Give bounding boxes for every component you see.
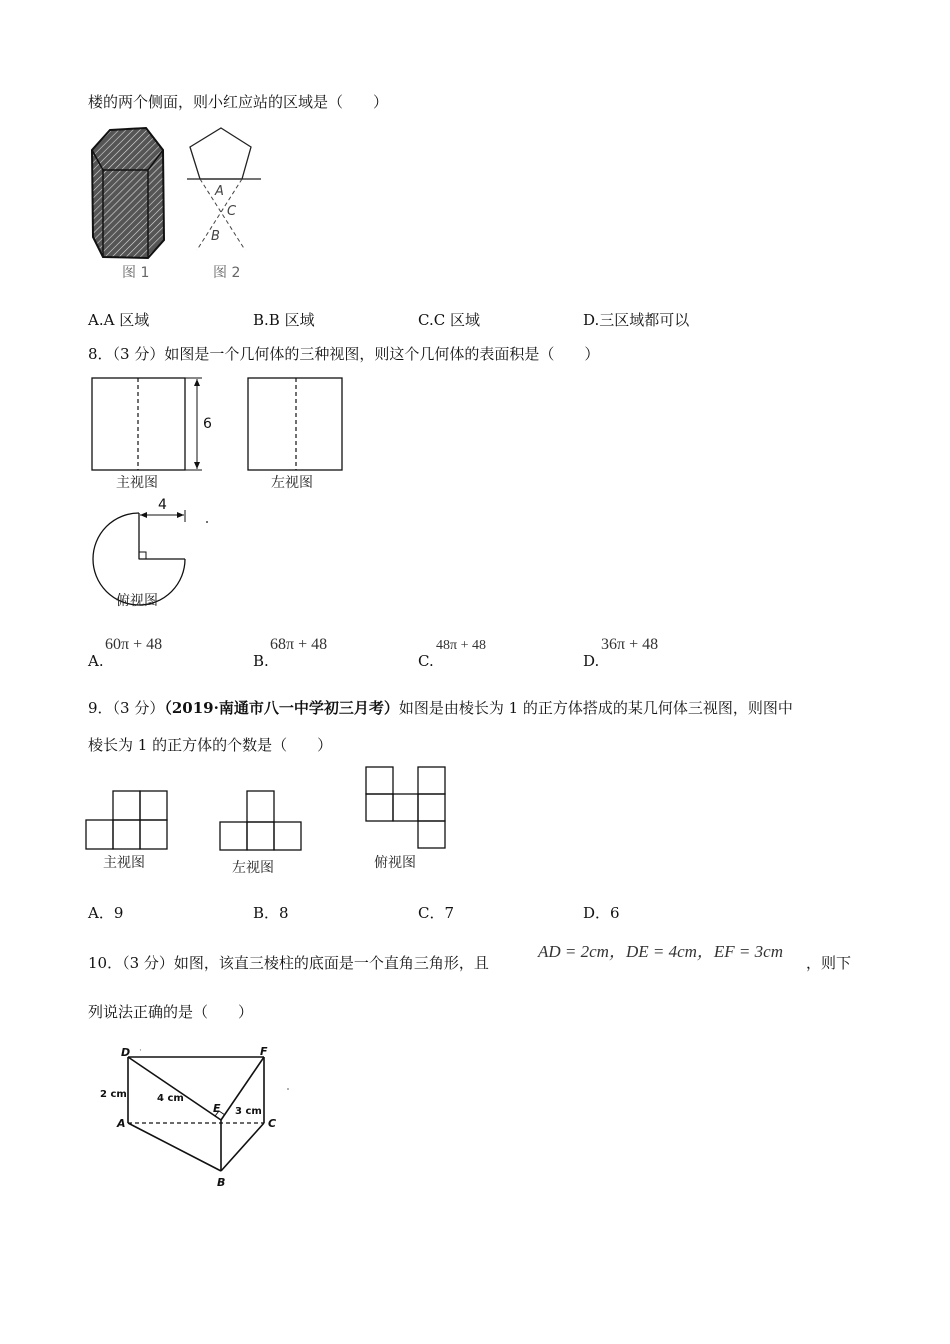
q9-left-label: 左视图 xyxy=(232,860,274,876)
q7-figure-1 xyxy=(88,125,178,285)
q10-formula: AD = 2cm，DE = 4cm，EF = 3cm xyxy=(538,942,783,961)
q7-option-a[interactable]: A.A 区域 xyxy=(88,311,150,329)
q7-stem-end: 楼的两个侧面，则小红应站的区域是（ ） xyxy=(88,93,389,111)
fig1-label: 图 1 xyxy=(122,265,150,281)
fig2-label: 图 2 xyxy=(213,265,241,281)
q9-left-view xyxy=(218,788,308,880)
label-c: C xyxy=(268,1117,277,1130)
pentagon xyxy=(190,128,251,179)
q9-stem-line2: 棱长为 1 的正方体的个数是（ ） xyxy=(88,736,333,754)
q9-option-c[interactable]: C．7 xyxy=(418,904,455,922)
q10-prism-figure xyxy=(95,1045,305,1195)
q8-front-view xyxy=(88,375,228,495)
label-d: D xyxy=(121,1046,131,1059)
q9-source: （2019·南通市八一中学初三月考） xyxy=(164,699,399,717)
q8-option-a-expr[interactable]: 60π + 48 xyxy=(105,636,163,653)
q8-option-c-letter[interactable]: C. xyxy=(418,652,434,670)
q7-option-d[interactable]: D.三区域都可以 xyxy=(583,311,690,329)
q10-stem-start: 10．（3 分）如图，该直三棱柱的底面是一个直角三角形，且 xyxy=(88,954,489,972)
q9-top-view xyxy=(363,765,453,875)
front-view-label: 主视图 xyxy=(116,475,158,491)
q8-option-b-letter[interactable]: B. xyxy=(253,652,269,670)
q8-stem: 8．（3 分）如图是一个几何体的三种视图，则这个几何体的表面积是（ ） xyxy=(88,345,600,363)
q7-option-b[interactable]: B.B 区域 xyxy=(253,311,315,329)
region-b-label: B xyxy=(211,229,220,244)
label-b: B xyxy=(217,1176,226,1189)
label-f: F xyxy=(260,1045,268,1058)
label-e: E xyxy=(213,1102,221,1115)
q10-stem-end: ，则下 xyxy=(806,954,852,972)
q8-top-view xyxy=(88,495,218,613)
q8-option-a-letter[interactable]: A. xyxy=(88,652,104,670)
q8-option-d-expr[interactable]: 36π + 48 xyxy=(601,636,659,653)
q9-option-d[interactable]: D．6 xyxy=(583,904,620,922)
dim-de: 4 cm xyxy=(157,1093,184,1104)
q9-option-b[interactable]: B．8 xyxy=(253,904,289,922)
q10-stem-line2: 列说法正确的是（ ） xyxy=(88,1003,254,1021)
q9-top-label: 俯视图 xyxy=(374,855,416,871)
q8-option-b-expr[interactable]: 68π + 48 xyxy=(270,636,328,653)
q9-front-label: 主视图 xyxy=(103,855,145,871)
dim-ad: 2 cm xyxy=(100,1089,127,1100)
q9-stem-rest: 如图是由棱长为 1 的正方体搭成的某几何体三视图，则图中 xyxy=(398,699,793,717)
height-label: 6 xyxy=(203,416,212,432)
q8-option-c-expr[interactable]: 48π + 48 xyxy=(436,638,486,653)
q8-left-view xyxy=(245,375,355,495)
region-a-label: A xyxy=(215,184,224,199)
q7-figure-2 xyxy=(185,125,265,285)
q9-option-a[interactable]: A．9 xyxy=(88,904,124,922)
svg-text:·: · xyxy=(139,1046,142,1056)
q8-option-d-letter[interactable]: D. xyxy=(583,652,600,670)
top-view-label: 俯视图 xyxy=(116,593,158,609)
q7-option-c[interactable]: C.C 区域 xyxy=(418,311,480,329)
q9-number: 9．（3 分） xyxy=(88,699,165,717)
radius-label: 4 xyxy=(158,497,167,513)
label-a: A xyxy=(117,1117,126,1130)
left-view-label: 左视图 xyxy=(271,475,313,491)
q9-stem xyxy=(88,698,793,718)
region-c-label: C xyxy=(227,204,237,219)
q9-front-view xyxy=(85,788,175,873)
dim-ef: 3 cm xyxy=(235,1106,262,1117)
